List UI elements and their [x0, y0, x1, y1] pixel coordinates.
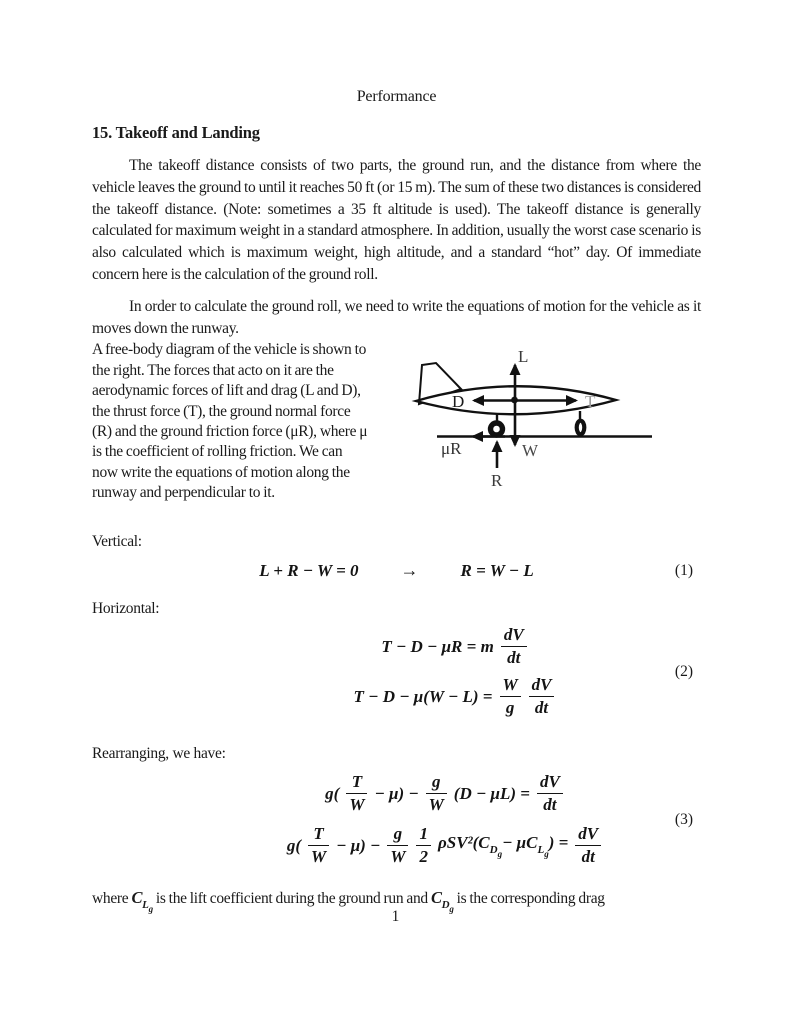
equation-2	[92, 625, 701, 718]
weight-label: W	[522, 441, 539, 461]
friction-label: μR	[441, 439, 462, 459]
paragraph-ground-roll-intro: In order to calculate the ground roll, we need to write the equations of motion for the vehicle as it moves down the runway.	[92, 297, 701, 337]
normal-force-label: R	[491, 471, 503, 491]
fraction-t-w: $\frac{T}{W}$	[346, 772, 367, 815]
equation-2-line-1	[92, 625, 701, 668]
equation-1-rhs: R = W − L	[460, 561, 534, 581]
coefficient-footnote: where $C_{Lg}$ is the lift coefficient during the ground run and $C_{Dg}$ is the corresponding drag	[92, 888, 605, 915]
horizontal-label: Horizontal:	[92, 600, 160, 618]
fraction-one-half: $\frac{1}{2}$	[416, 824, 431, 867]
equation-2-number: (2)	[674, 662, 693, 680]
equation-1-lhs: L + R − W = 0	[259, 561, 359, 581]
equation-1-number: (1)	[674, 562, 693, 580]
lift-drag-coefficient-symbol: C	[478, 832, 490, 852]
fraction-w-g: $\frac{W}{g}$	[500, 675, 521, 718]
equation-3-number: (3)	[674, 810, 693, 828]
vertical-label: Vertical:	[92, 533, 142, 551]
lift-coefficient-symbol: C	[526, 832, 538, 852]
paragraph-takeoff-distance: The takeoff distance consists of two parts, the ground run, and the distance from where the vehicle leaves the ground to until it reaches 50 ft (or 15 m). The sum of these two distances is considered the takeoff distance. (Note: sometimes a 35 ft altitude is used). The takeoff distance is generally calculated for maximum weight in a standard atmosphere. In addition, usually the worst case scenario is also calculated which is maximum weight, high altitude, and a standard “hot” day. Of immediate concern here is the calculation of the ground roll.	[92, 157, 701, 283]
equation-3	[92, 772, 701, 867]
drag-label: D	[452, 392, 465, 412]
fraction-dv-dt: $\frac{dV}{dt}$	[501, 625, 527, 668]
fraction-g-w: $\frac{g}{W}$	[426, 772, 447, 815]
running-header: Performance	[356, 88, 437, 105]
lift-coefficient-symbol: $C_{Lg}$	[131, 888, 153, 915]
equation-2-line-2	[92, 675, 701, 718]
page-number: 1	[391, 908, 400, 925]
rear-wheel	[577, 421, 585, 435]
free-body-diagram-figure	[405, 342, 701, 515]
equation-2-line-2-lhs: T − D − μ(W − L) =	[353, 686, 493, 706]
fraction-g-w: $\frac{g}{W}$	[387, 824, 408, 867]
paragraph-free-body-description: A free-body diagram of the vehicle is shown to the right. The forces that acto on it are the aerodynamic forces of lift and drag (L and D), the thrust force (T), the ground normal force (R) and the ground friction force (μR), where μ is the coefficient of rolling friction. We can now write the equations of motion along the runway and perpendicular to it.	[92, 341, 368, 502]
figure-text-wrap	[92, 340, 701, 503]
equation-3-line-2: g( $\frac{T}{W}$ − μ) − $\frac{g}{W}$ $\frac{1}{2}$ $\rho SV^2(C_{Dg}- \mu C_{Lg})$ = $\frac{dV}{dt}$	[92, 824, 701, 867]
fraction-t-w: $\frac{T}{W}$	[308, 824, 329, 867]
equation-1	[92, 560, 701, 584]
fraction-dv-dt: $\frac{dV}{dt}$	[575, 824, 601, 867]
front-wheel	[491, 423, 503, 435]
center-of-gravity-dot	[511, 397, 518, 404]
drag-coefficient-symbol: $C_{Dg}$	[430, 888, 454, 915]
equation-2-line-1-lhs: T − D − μR = m	[381, 636, 494, 656]
fraction-dv-dt: $\frac{dV}{dt}$	[537, 772, 563, 815]
section-heading: 15. Takeoff and Landing	[92, 123, 260, 142]
rearranging-label: Rearranging, we have:	[92, 745, 226, 763]
implies-arrow-icon: →	[400, 560, 419, 581]
thrust-label: T	[585, 392, 596, 412]
fraction-dv-dt: $\frac{dV}{dt}$	[529, 675, 555, 718]
free-body-diagram-svg	[405, 342, 701, 510]
lift-label: L	[518, 347, 529, 367]
equation-3-line-1: g( $\frac{T}{W}$ − μ) − $\frac{g}{W}$ (D − μL) = $\frac{dV}{dt}$	[92, 772, 701, 815]
